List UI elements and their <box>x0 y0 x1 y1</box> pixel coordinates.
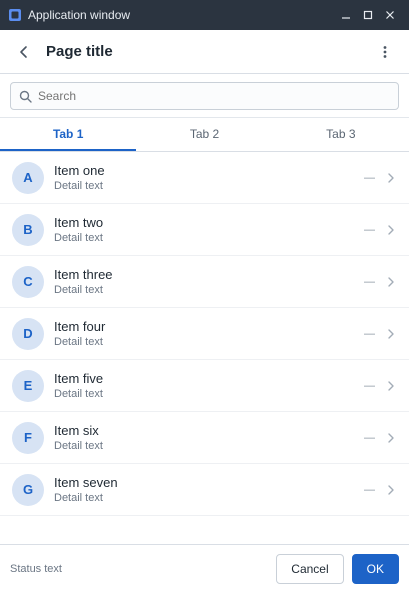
page-header <box>0 30 409 74</box>
maximize-icon <box>363 10 373 20</box>
window-title: Application window <box>28 8 131 22</box>
arrow-left-icon <box>16 44 32 60</box>
item-list <box>0 152 409 544</box>
footer-bar <box>0 544 409 592</box>
avatar: A <box>12 162 44 194</box>
list-item-texts <box>54 267 354 296</box>
list-item-meta: — <box>364 275 375 288</box>
search-input[interactable] <box>38 89 390 103</box>
close-icon <box>385 10 395 20</box>
list-item[interactable] <box>0 412 409 464</box>
list-item-subtitle: Detail text <box>54 492 103 504</box>
back-button[interactable] <box>10 38 38 66</box>
list-item-title: Item one <box>54 163 105 178</box>
list-item[interactable] <box>0 360 409 412</box>
close-button[interactable] <box>379 5 401 25</box>
list-item-subtitle: Detail text <box>54 284 103 296</box>
search-field[interactable] <box>10 82 399 110</box>
list-item-title: Item six <box>54 423 99 438</box>
tab-1[interactable]: Tab 1 <box>0 118 136 151</box>
minimize-icon <box>341 10 351 20</box>
list-item-texts <box>54 371 354 400</box>
list-item-meta: — <box>364 171 375 184</box>
list-item[interactable] <box>0 152 409 204</box>
list-item-subtitle: Detail text <box>54 180 103 192</box>
more-menu-button[interactable] <box>371 38 399 66</box>
chevron-right-icon <box>385 328 397 340</box>
list-item-meta: — <box>364 327 375 340</box>
chevron-right-icon <box>385 432 397 444</box>
chevron-right-icon <box>385 380 397 392</box>
list-item[interactable] <box>0 256 409 308</box>
chevron-right-icon <box>385 276 397 288</box>
list-item-title: Item seven <box>54 475 118 490</box>
list-item-meta: — <box>364 379 375 392</box>
confirm-button[interactable]: OK <box>352 554 399 584</box>
list-item-subtitle: Detail text <box>54 388 103 400</box>
list-item-texts <box>54 423 354 452</box>
avatar: D <box>12 318 44 350</box>
list-item-texts <box>54 319 354 348</box>
list-item-meta: — <box>364 483 375 496</box>
list-item-texts <box>54 215 354 244</box>
list-item-title: Item four <box>54 319 106 334</box>
avatar: C <box>12 266 44 298</box>
list-item-meta: — <box>364 431 375 444</box>
list-item-title: Item five <box>54 371 104 386</box>
list-item[interactable] <box>0 464 409 516</box>
kebab-menu-icon <box>377 44 393 60</box>
list-item[interactable] <box>0 204 409 256</box>
list-item-title: Item three <box>54 267 113 282</box>
list-item-subtitle: Detail text <box>54 336 103 348</box>
tab-bar <box>0 118 409 152</box>
status-text: Status text <box>10 562 62 575</box>
avatar: F <box>12 422 44 454</box>
minimize-button[interactable] <box>335 5 357 25</box>
app-icon <box>8 8 22 22</box>
avatar: G <box>12 474 44 506</box>
list-item-subtitle: Detail text <box>54 440 103 452</box>
title-bar[interactable] <box>0 0 409 30</box>
list-item-meta: — <box>364 223 375 236</box>
tab-2[interactable]: Tab 2 <box>189 126 220 141</box>
list-item-title: Item two <box>54 215 104 230</box>
chevron-right-icon <box>385 484 397 496</box>
list-item-texts <box>54 163 354 192</box>
chevron-right-icon <box>385 172 397 184</box>
search-bar <box>0 74 409 118</box>
tab-3[interactable]: Tab 3 <box>326 126 356 141</box>
list-item-texts <box>54 475 354 504</box>
list-item[interactable] <box>0 308 409 360</box>
page-title: Page title <box>46 43 113 60</box>
cancel-button[interactable]: Cancel <box>276 554 343 584</box>
avatar: E <box>12 370 44 402</box>
avatar: B <box>12 214 44 246</box>
search-icon <box>19 90 32 103</box>
list-item-subtitle: Detail text <box>54 232 103 244</box>
chevron-right-icon <box>385 224 397 236</box>
maximize-button[interactable] <box>357 5 379 25</box>
